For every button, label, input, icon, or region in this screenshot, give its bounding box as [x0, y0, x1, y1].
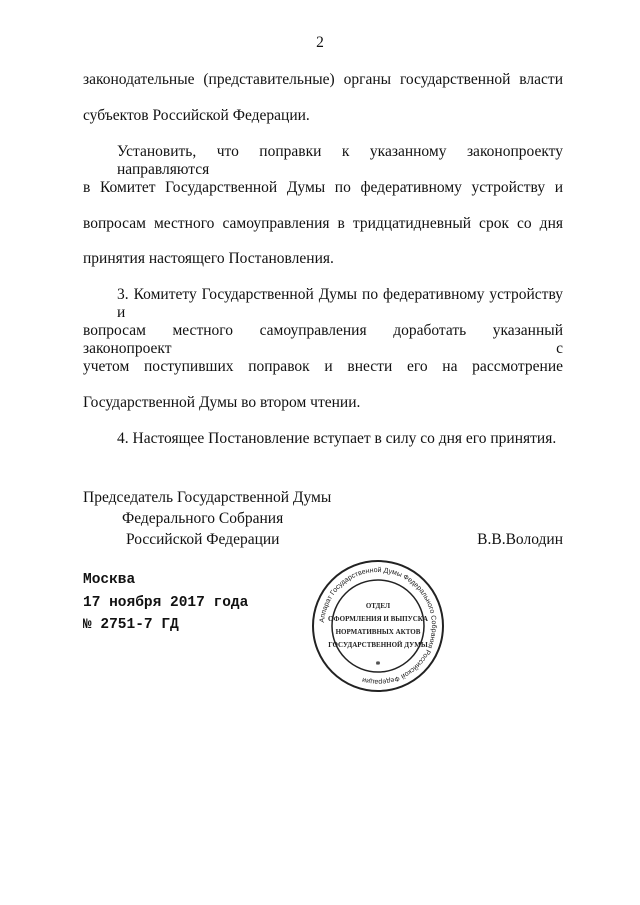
signature-title: Председатель Государственной Думы: [83, 489, 332, 506]
city: Москва: [83, 572, 136, 588]
body-line: вопросам местного самоуправления доработать указанный законопроект с: [83, 322, 563, 357]
stamp-text: НОРМАТИВНЫХ АКТОВ: [335, 628, 421, 636]
signature-title: Российской Федерации: [126, 531, 280, 548]
body-line: в Комитет Государственной Думы по федеративному устройству и: [83, 179, 563, 196]
document-number: № 2751-7 ГД: [83, 617, 179, 633]
stamp-text: ОТДЕЛ: [365, 602, 391, 610]
body-line: 4. Настоящее Постановление вступает в силу со дня его принятия.: [117, 430, 557, 447]
stamp-text: ОФОРМЛЕНИЯ И ВЫПУСКА: [328, 615, 428, 623]
body-line: Установить, что поправки к указанному законопроекту направляются: [117, 143, 563, 178]
official-stamp: [310, 558, 446, 694]
signature-title: Федерального Собрания: [122, 510, 284, 527]
date: 17 ноября 2017 года: [83, 595, 249, 611]
body-line: учетом поступивших поправок и внести его на рассмотрение: [83, 358, 563, 375]
stamp-ring-text: Аппарат Государственной Думы Федерального Собрания Российской Федерации: [319, 566, 438, 686]
stamp-star: *: [375, 660, 381, 671]
stamp-text: ГОСУДАРСТВЕННОЙ ДУМЫ: [328, 641, 428, 649]
body-line: субъектов Российской Федерации.: [83, 107, 310, 124]
signatory-name: В.В.Володин: [477, 531, 563, 548]
body-line: принятия настоящего Постановления.: [83, 250, 334, 267]
body-line: вопросам местного самоуправления в тридцатидневный срок со дня: [83, 215, 563, 232]
body-line: законодательные (представительные) органы государственной власти: [83, 71, 563, 88]
body-line: Государственной Думы во втором чтении.: [83, 394, 361, 411]
body-line: 3. Комитету Государственной Думы по федеративному устройству и: [117, 286, 563, 321]
page-number: 2: [316, 34, 324, 51]
